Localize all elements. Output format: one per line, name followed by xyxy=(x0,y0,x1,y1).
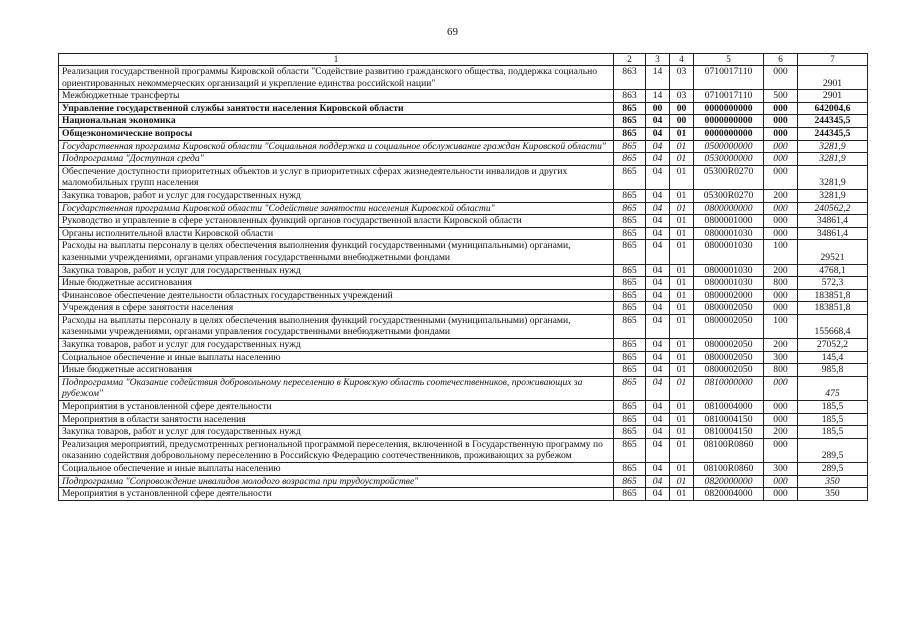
expense-type-cell: 000 xyxy=(764,376,798,400)
table-row xyxy=(59,66,868,90)
department-code-cell: 865 xyxy=(614,165,646,189)
subsection-code-cell: 01 xyxy=(670,240,694,264)
expense-type-cell: 200 xyxy=(764,426,798,439)
target-article-cell: 0000000000 xyxy=(694,115,764,128)
amount-cell: 185,5 xyxy=(798,413,868,426)
target-article-cell: 0820000000 xyxy=(694,475,764,488)
subsection-code-cell: 03 xyxy=(670,66,694,90)
subsection-code-cell: 01 xyxy=(670,202,694,215)
table-row xyxy=(59,165,868,189)
section-code-cell: 04 xyxy=(646,376,670,400)
table-header-row xyxy=(59,54,868,66)
target-article-cell: 0810004150 xyxy=(694,426,764,439)
column-header: 3 xyxy=(646,54,670,66)
amount-cell: 3281,9 xyxy=(798,189,868,202)
department-code-cell: 865 xyxy=(614,438,646,462)
table-body xyxy=(59,66,868,501)
department-code-cell: 865 xyxy=(614,401,646,414)
section-code-cell: 04 xyxy=(646,475,670,488)
budget-table xyxy=(58,53,868,501)
department-code-cell: 865 xyxy=(614,463,646,476)
expense-type-cell: 200 xyxy=(764,264,798,277)
table-row xyxy=(59,102,868,115)
target-article-cell: 0710017110 xyxy=(694,66,764,90)
item-name-cell: Закупка товаров, работ и услуг для государственных нужд xyxy=(59,426,614,439)
expense-type-cell: 100 xyxy=(764,240,798,264)
item-name-cell: Органы исполнительной власти Кировской области xyxy=(59,227,614,240)
expense-type-cell: 000 xyxy=(764,140,798,153)
amount-cell: 289,5 xyxy=(798,463,868,476)
department-code-cell: 865 xyxy=(614,426,646,439)
amount-cell: 2901 xyxy=(798,66,868,90)
subsection-code-cell: 01 xyxy=(670,189,694,202)
department-code-cell: 865 xyxy=(614,351,646,364)
department-code-cell: 865 xyxy=(614,277,646,290)
table-row xyxy=(59,90,868,103)
amount-cell: 34861,4 xyxy=(798,215,868,228)
table-row xyxy=(59,314,868,338)
section-code-cell: 04 xyxy=(646,227,670,240)
department-code-cell: 865 xyxy=(614,102,646,115)
subsection-code-cell: 01 xyxy=(670,165,694,189)
target-article-cell: 0810004150 xyxy=(694,413,764,426)
section-code-cell: 04 xyxy=(646,302,670,315)
expense-type-cell: 000 xyxy=(764,153,798,166)
item-name-cell: Мероприятия в установленной сфере деятельности xyxy=(59,488,614,501)
expense-type-cell: 300 xyxy=(764,351,798,364)
expense-type-cell: 100 xyxy=(764,314,798,338)
subsection-code-cell: 01 xyxy=(670,215,694,228)
column-header: 4 xyxy=(670,54,694,66)
expense-type-cell: 000 xyxy=(764,401,798,414)
subsection-code-cell: 01 xyxy=(670,277,694,290)
subsection-code-cell: 01 xyxy=(670,364,694,377)
item-name-cell: Руководство и управление в сфере установленных функций органов государственной власти Кировской области xyxy=(59,215,614,228)
section-code-cell: 04 xyxy=(646,463,670,476)
section-code-cell: 04 xyxy=(646,351,670,364)
item-name-cell: Обеспечение доступности приоритетных объектов и услуг в приоритетных сферах жизнедеятельности инвалидов и других маломобильных групп населения xyxy=(59,165,614,189)
expense-type-cell: 200 xyxy=(764,189,798,202)
item-name-cell: Реализация государственной программы Кировской области "Содействие развитию гражданского общества, поддержка социально ориентированных некоммерческих организаций и укрепление единства российской нации" xyxy=(59,66,614,90)
item-name-cell: Мероприятия в установленной сфере деятельности xyxy=(59,401,614,414)
subsection-code-cell: 01 xyxy=(670,426,694,439)
amount-cell: 240562,2 xyxy=(798,202,868,215)
department-code-cell: 865 xyxy=(614,115,646,128)
department-code-cell: 865 xyxy=(614,227,646,240)
table-row xyxy=(59,438,868,462)
column-header: 1 xyxy=(59,54,614,66)
table-row xyxy=(59,339,868,352)
department-code-cell: 863 xyxy=(614,90,646,103)
item-name-cell: Учреждения в сфере занятости населения xyxy=(59,302,614,315)
target-article-cell: 0800001030 xyxy=(694,264,764,277)
department-code-cell: 865 xyxy=(614,153,646,166)
section-code-cell: 04 xyxy=(646,488,670,501)
item-name-cell: Подпрограмма "Сопровождение инвалидов молодого возраста при трудоустройстве" xyxy=(59,475,614,488)
target-article-cell: 0710017110 xyxy=(694,90,764,103)
section-code-cell: 04 xyxy=(646,339,670,352)
table-row xyxy=(59,127,868,140)
department-code-cell: 865 xyxy=(614,215,646,228)
expense-type-cell: 000 xyxy=(764,115,798,128)
department-code-cell: 865 xyxy=(614,140,646,153)
department-code-cell: 865 xyxy=(614,302,646,315)
expense-type-cell: 000 xyxy=(764,215,798,228)
department-code-cell: 863 xyxy=(614,66,646,90)
table-row xyxy=(59,277,868,290)
amount-cell: 350 xyxy=(798,488,868,501)
expense-type-cell: 800 xyxy=(764,364,798,377)
target-article-cell: 0810000000 xyxy=(694,376,764,400)
amount-cell: 642004,6 xyxy=(798,102,868,115)
department-code-cell: 865 xyxy=(614,127,646,140)
target-article-cell: 0820004000 xyxy=(694,488,764,501)
table-row xyxy=(59,376,868,400)
item-name-cell: Общеэкономические вопросы xyxy=(59,127,614,140)
table-row xyxy=(59,115,868,128)
target-article-cell: 0800000000 xyxy=(694,202,764,215)
table-row xyxy=(59,488,868,501)
section-code-cell: 04 xyxy=(646,264,670,277)
table-row xyxy=(59,426,868,439)
target-article-cell: 0810004000 xyxy=(694,401,764,414)
subsection-code-cell: 00 xyxy=(670,102,694,115)
department-code-cell: 865 xyxy=(614,314,646,338)
item-name-cell: Управление государственной службы занятости населения Кировской области xyxy=(59,102,614,115)
section-code-cell: 04 xyxy=(646,127,670,140)
department-code-cell: 865 xyxy=(614,475,646,488)
section-code-cell: 14 xyxy=(646,90,670,103)
expense-type-cell: 000 xyxy=(764,227,798,240)
section-code-cell: 04 xyxy=(646,165,670,189)
section-code-cell: 00 xyxy=(646,102,670,115)
expense-type-cell: 000 xyxy=(764,438,798,462)
column-header: 6 xyxy=(764,54,798,66)
expense-type-cell: 000 xyxy=(764,127,798,140)
expense-type-cell: 000 xyxy=(764,66,798,90)
subsection-code-cell: 01 xyxy=(670,376,694,400)
section-code-cell: 04 xyxy=(646,140,670,153)
subsection-code-cell: 01 xyxy=(670,413,694,426)
item-name-cell: Расходы на выплаты персоналу в целях обеспечения выполнения функций государственными (муниципальными) органами, казенными учреждениями, органами управления государственными внебюджетными фондами xyxy=(59,240,614,264)
department-code-cell: 865 xyxy=(614,413,646,426)
item-name-cell: Государственная программа Кировской области "Содействие занятости населения Кировской области" xyxy=(59,202,614,215)
department-code-cell: 865 xyxy=(614,488,646,501)
amount-cell: 29521 xyxy=(798,240,868,264)
section-code-cell: 04 xyxy=(646,153,670,166)
table-row xyxy=(59,302,868,315)
item-name-cell: Межбюджетные трансферты xyxy=(59,90,614,103)
section-code-cell: 04 xyxy=(646,314,670,338)
target-article-cell: 0800002050 xyxy=(694,364,764,377)
target-article-cell: 0500000000 xyxy=(694,140,764,153)
expense-type-cell: 000 xyxy=(764,302,798,315)
department-code-cell: 865 xyxy=(614,376,646,400)
department-code-cell: 865 xyxy=(614,189,646,202)
amount-cell: 183851,8 xyxy=(798,302,868,315)
expense-type-cell: 800 xyxy=(764,277,798,290)
item-name-cell: Социальное обеспечение и иные выплаты населению xyxy=(59,463,614,476)
subsection-code-cell: 01 xyxy=(670,339,694,352)
subsection-code-cell: 01 xyxy=(670,488,694,501)
department-code-cell: 865 xyxy=(614,364,646,377)
table-row xyxy=(59,240,868,264)
item-name-cell: Подпрограмма "Оказание содействия добровольному переселению в Кировскую область соотечественников, проживающих за рубежом" xyxy=(59,376,614,400)
table-row xyxy=(59,202,868,215)
table-row xyxy=(59,401,868,414)
item-name-cell: Расходы на выплаты персоналу в целях обеспечения выполнения функций государственными (муниципальными) органами, казенными учреждениями, органами управления государственными внебюджетными фондами xyxy=(59,314,614,338)
subsection-code-cell: 01 xyxy=(670,302,694,315)
target-article-cell: 0530000000 xyxy=(694,153,764,166)
subsection-code-cell: 01 xyxy=(670,127,694,140)
subsection-code-cell: 01 xyxy=(670,289,694,302)
section-code-cell: 04 xyxy=(646,401,670,414)
target-article-cell: 0000000000 xyxy=(694,127,764,140)
item-name-cell: Закупка товаров, работ и услуг для государственных нужд xyxy=(59,339,614,352)
amount-cell: 3281,9 xyxy=(798,153,868,166)
department-code-cell: 865 xyxy=(614,202,646,215)
section-code-cell: 14 xyxy=(646,66,670,90)
item-name-cell: Иные бюджетные ассигнования xyxy=(59,364,614,377)
department-code-cell: 865 xyxy=(614,264,646,277)
subsection-code-cell: 03 xyxy=(670,90,694,103)
item-name-cell: Национальная экономика xyxy=(59,115,614,128)
section-code-cell: 04 xyxy=(646,277,670,290)
item-name-cell: Закупка товаров, работ и услуг для государственных нужд xyxy=(59,189,614,202)
target-article-cell: 0800002050 xyxy=(694,302,764,315)
page-number: 69 xyxy=(447,26,458,38)
subsection-code-cell: 01 xyxy=(670,475,694,488)
subsection-code-cell: 01 xyxy=(670,264,694,277)
column-header: 5 xyxy=(694,54,764,66)
target-article-cell: 08100R0860 xyxy=(694,463,764,476)
amount-cell: 475 xyxy=(798,376,868,400)
expense-type-cell: 000 xyxy=(764,289,798,302)
amount-cell: 2901 xyxy=(798,90,868,103)
item-name-cell: Иные бюджетные ассигнования xyxy=(59,277,614,290)
item-name-cell: Финансовое обеспечение деятельности областных государственных учреждений xyxy=(59,289,614,302)
target-article-cell: 08100R0860 xyxy=(694,438,764,462)
subsection-code-cell: 01 xyxy=(670,463,694,476)
subsection-code-cell: 01 xyxy=(670,227,694,240)
section-code-cell: 04 xyxy=(646,289,670,302)
amount-cell: 27052,2 xyxy=(798,339,868,352)
target-article-cell: 0800002050 xyxy=(694,351,764,364)
target-article-cell: 0800002000 xyxy=(694,289,764,302)
target-article-cell: 0000000000 xyxy=(694,102,764,115)
amount-cell: 3281,9 xyxy=(798,140,868,153)
amount-cell: 3281,9 xyxy=(798,165,868,189)
expense-type-cell: 000 xyxy=(764,202,798,215)
section-code-cell: 04 xyxy=(646,115,670,128)
section-code-cell: 04 xyxy=(646,364,670,377)
column-header: 7 xyxy=(798,54,868,66)
amount-cell: 244345,5 xyxy=(798,127,868,140)
table-row xyxy=(59,413,868,426)
section-code-cell: 04 xyxy=(646,426,670,439)
section-code-cell: 04 xyxy=(646,189,670,202)
amount-cell: 155668,4 xyxy=(798,314,868,338)
table-row xyxy=(59,475,868,488)
expense-type-cell: 000 xyxy=(764,488,798,501)
target-article-cell: 05300R0270 xyxy=(694,189,764,202)
department-code-cell: 865 xyxy=(614,339,646,352)
amount-cell: 185,5 xyxy=(798,426,868,439)
table-row xyxy=(59,153,868,166)
table-row xyxy=(59,189,868,202)
subsection-code-cell: 01 xyxy=(670,314,694,338)
section-code-cell: 04 xyxy=(646,240,670,264)
table-row xyxy=(59,215,868,228)
amount-cell: 289,5 xyxy=(798,438,868,462)
subsection-code-cell: 01 xyxy=(670,140,694,153)
item-name-cell: Социальное обеспечение и иные выплаты населению xyxy=(59,351,614,364)
table-row xyxy=(59,289,868,302)
expense-type-cell: 500 xyxy=(764,90,798,103)
amount-cell: 145,4 xyxy=(798,351,868,364)
item-name-cell: Реализация мероприятий, предусмотренных региональной программой переселения, включенной в Государственную программу по оказанию содействия добровольному переселению в Российскую Федерацию соотечественников, проживающих за рубежом xyxy=(59,438,614,462)
amount-cell: 572,3 xyxy=(798,277,868,290)
amount-cell: 4768,1 xyxy=(798,264,868,277)
target-article-cell: 0800001000 xyxy=(694,215,764,228)
section-code-cell: 04 xyxy=(646,438,670,462)
table-row xyxy=(59,140,868,153)
table-row xyxy=(59,351,868,364)
section-code-cell: 04 xyxy=(646,202,670,215)
expense-type-cell: 000 xyxy=(764,165,798,189)
table-row xyxy=(59,264,868,277)
amount-cell: 985,8 xyxy=(798,364,868,377)
expense-type-cell: 200 xyxy=(764,339,798,352)
amount-cell: 350 xyxy=(798,475,868,488)
subsection-code-cell: 01 xyxy=(670,438,694,462)
section-code-cell: 04 xyxy=(646,215,670,228)
expense-type-cell: 000 xyxy=(764,475,798,488)
table-row xyxy=(59,364,868,377)
item-name-cell: Подпрограмма "Доступная среда" xyxy=(59,153,614,166)
target-article-cell: 0800002050 xyxy=(694,339,764,352)
section-code-cell: 04 xyxy=(646,413,670,426)
amount-cell: 34861,4 xyxy=(798,227,868,240)
item-name-cell: Закупка товаров, работ и услуг для государственных нужд xyxy=(59,264,614,277)
target-article-cell: 0800001030 xyxy=(694,227,764,240)
column-header: 2 xyxy=(614,54,646,66)
subsection-code-cell: 00 xyxy=(670,115,694,128)
target-article-cell: 0800001030 xyxy=(694,277,764,290)
subsection-code-cell: 01 xyxy=(670,351,694,364)
expense-type-cell: 000 xyxy=(764,102,798,115)
subsection-code-cell: 01 xyxy=(670,153,694,166)
table-row xyxy=(59,227,868,240)
department-code-cell: 865 xyxy=(614,289,646,302)
expense-type-cell: 300 xyxy=(764,463,798,476)
target-article-cell: 0800001030 xyxy=(694,240,764,264)
amount-cell: 185,5 xyxy=(798,401,868,414)
subsection-code-cell: 01 xyxy=(670,401,694,414)
amount-cell: 244345,5 xyxy=(798,115,868,128)
table-row xyxy=(59,463,868,476)
item-name-cell: Мероприятия в области занятости населения xyxy=(59,413,614,426)
target-article-cell: 0800002050 xyxy=(694,314,764,338)
department-code-cell: 865 xyxy=(614,240,646,264)
expense-type-cell: 000 xyxy=(764,413,798,426)
target-article-cell: 05300R0270 xyxy=(694,165,764,189)
item-name-cell: Государственная программа Кировской области "Социальная поддержка и социальное обслуживание граждан Кировской области" xyxy=(59,140,614,153)
amount-cell: 183851,8 xyxy=(798,289,868,302)
